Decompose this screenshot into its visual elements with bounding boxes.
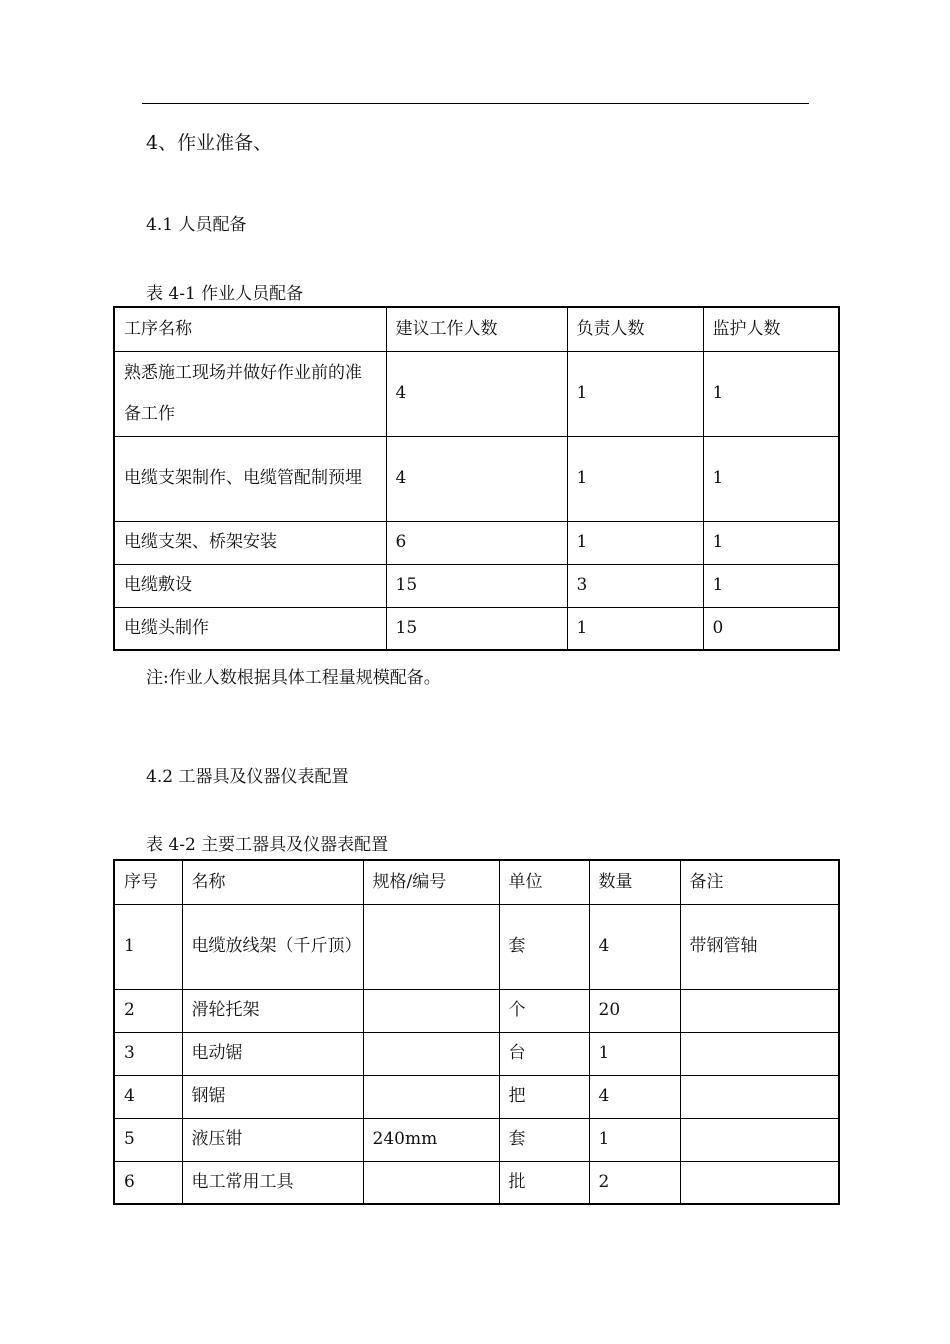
process-name-cell: 熟悉施工现场并做好作业前的准备工作	[114, 351, 386, 436]
personnel-table	[113, 306, 840, 651]
suggested-count-cell: 4	[386, 351, 567, 436]
tool-name-cell: 滑轮托架	[182, 989, 363, 1032]
table-row	[114, 1075, 839, 1118]
personnel-heading: 4.1 人员配备	[146, 215, 247, 235]
lead-count-cell: 1	[567, 436, 703, 521]
remark-cell	[680, 1161, 839, 1204]
spec-cell	[363, 989, 499, 1032]
header-cell: 名称	[182, 860, 363, 904]
index-cell: 5	[114, 1118, 182, 1161]
header-cell: 规格/编号	[363, 860, 499, 904]
tool-name-cell: 电工常用工具	[182, 1161, 363, 1204]
quantity-cell: 4	[589, 904, 680, 989]
tools-header-row	[114, 860, 839, 904]
lead-count-cell: 3	[567, 564, 703, 607]
unit-cell: 台	[499, 1032, 589, 1075]
remark-cell	[680, 1075, 839, 1118]
tool-name-cell: 电缆放线架（千斤顶）	[182, 904, 363, 989]
index-cell: 6	[114, 1161, 182, 1204]
unit-cell: 把	[499, 1075, 589, 1118]
header-cell: 负责人数	[567, 307, 703, 351]
tools-heading: 4.2 工器具及仪器仪表配置	[146, 767, 349, 787]
header-cell: 单位	[499, 860, 589, 904]
quantity-cell: 2	[589, 1161, 680, 1204]
table-row	[114, 521, 839, 564]
table-row	[114, 351, 839, 436]
remark-cell	[680, 1118, 839, 1161]
tool-name-cell: 电动锯	[182, 1032, 363, 1075]
index-cell: 2	[114, 989, 182, 1032]
table-row	[114, 564, 839, 607]
personnel-table-caption: 表 4-1 作业人员配备	[146, 284, 304, 304]
tool-name-cell: 液压钳	[182, 1118, 363, 1161]
guardian-count-cell: 0	[703, 607, 839, 650]
guardian-count-cell: 1	[703, 436, 839, 521]
quantity-cell: 1	[589, 1118, 680, 1161]
lead-count-cell: 1	[567, 351, 703, 436]
suggested-count-cell: 15	[386, 607, 567, 650]
index-cell: 4	[114, 1075, 182, 1118]
header-rule	[142, 103, 809, 104]
quantity-cell: 4	[589, 1075, 680, 1118]
remark-cell	[680, 989, 839, 1032]
process-name-cell: 电缆敷设	[114, 564, 386, 607]
table-row	[114, 1161, 839, 1204]
process-name-cell: 电缆支架制作、电缆管配制预埋	[114, 436, 386, 521]
spec-cell	[363, 1032, 499, 1075]
process-name-cell: 电缆支架、桥架安装	[114, 521, 386, 564]
guardian-count-cell: 1	[703, 351, 839, 436]
guardian-count-cell: 1	[703, 564, 839, 607]
header-cell: 建议工作人数	[386, 307, 567, 351]
table-row	[114, 1118, 839, 1161]
index-cell: 3	[114, 1032, 182, 1075]
index-cell: 1	[114, 904, 182, 989]
table-row	[114, 436, 839, 521]
tool-name-cell: 钢锯	[182, 1075, 363, 1118]
lead-count-cell: 1	[567, 607, 703, 650]
tools-table	[113, 859, 840, 1205]
unit-cell: 个	[499, 989, 589, 1032]
section-title: 4、作业准备、	[146, 132, 273, 154]
unit-cell: 套	[499, 904, 589, 989]
lead-count-cell: 1	[567, 521, 703, 564]
remark-cell: 带钢管轴	[680, 904, 839, 989]
tools-table-caption: 表 4-2 主要工器具及仪器表配置	[146, 835, 389, 855]
table-row	[114, 1032, 839, 1075]
table-row	[114, 607, 839, 650]
header-cell: 序号	[114, 860, 182, 904]
spec-cell: 240mm	[363, 1118, 499, 1161]
unit-cell: 批	[499, 1161, 589, 1204]
header-cell: 工序名称	[114, 307, 386, 351]
process-name-cell: 电缆头制作	[114, 607, 386, 650]
personnel-header-row	[114, 307, 839, 351]
personnel-note: 注:作业人数根据具体工程量规模配备。	[146, 668, 441, 688]
guardian-count-cell: 1	[703, 521, 839, 564]
suggested-count-cell: 4	[386, 436, 567, 521]
quantity-cell: 1	[589, 1032, 680, 1075]
table-row	[114, 989, 839, 1032]
spec-cell	[363, 1161, 499, 1204]
header-cell: 监护人数	[703, 307, 839, 351]
quantity-cell: 20	[589, 989, 680, 1032]
remark-cell	[680, 1032, 839, 1075]
spec-cell	[363, 904, 499, 989]
suggested-count-cell: 6	[386, 521, 567, 564]
header-cell: 备注	[680, 860, 839, 904]
spec-cell	[363, 1075, 499, 1118]
unit-cell: 套	[499, 1118, 589, 1161]
suggested-count-cell: 15	[386, 564, 567, 607]
header-cell: 数量	[589, 860, 680, 904]
table-row	[114, 904, 839, 989]
